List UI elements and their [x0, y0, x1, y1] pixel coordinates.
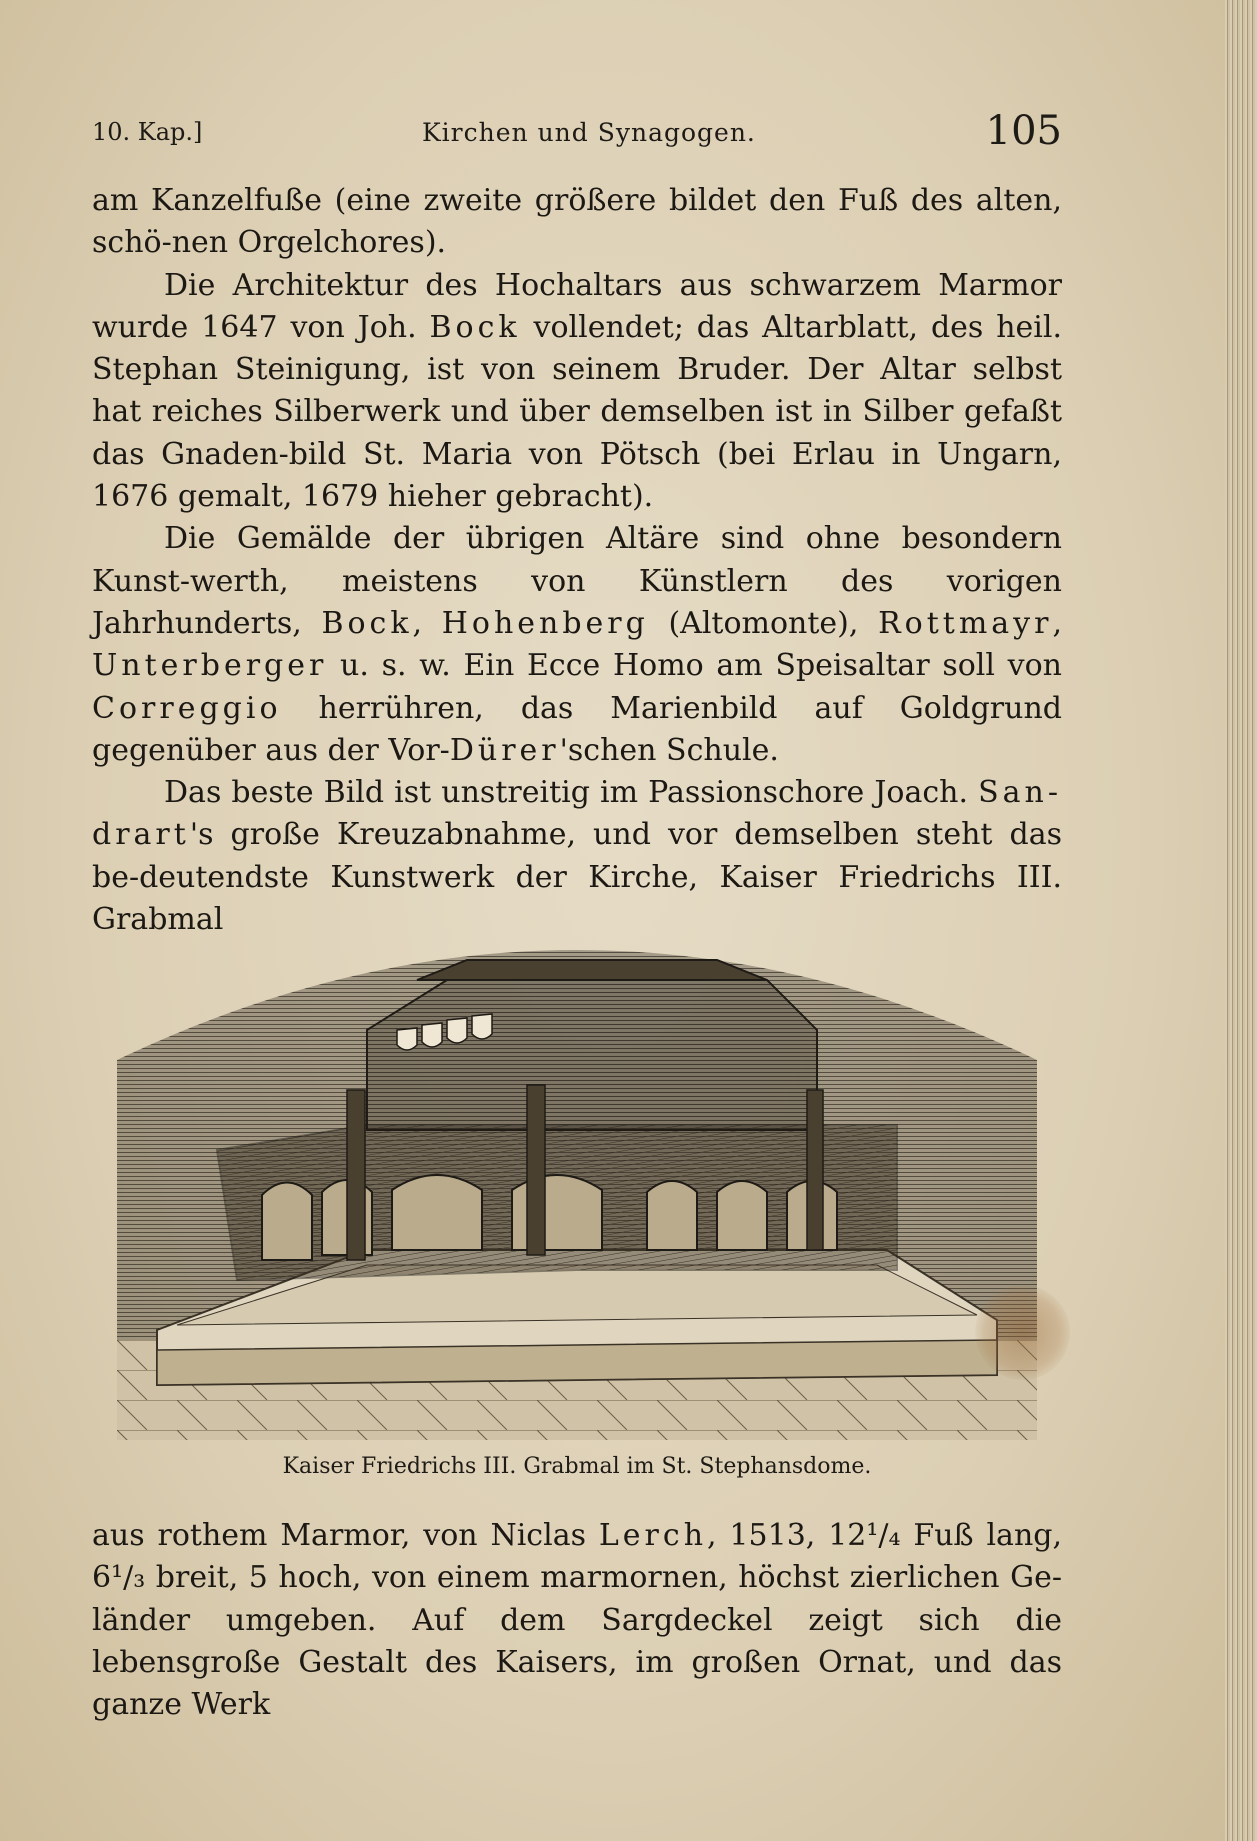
page-number: 105: [985, 108, 1062, 154]
text-run: 's große Kreuzabnahme, und vor demselben steht das be-deutendste Kunstwerk der Kirche, Kaiser Friedrichs III. Grabmal: [92, 817, 1062, 938]
text-run: u. s. w. Ein Ecce Homo am Speisaltar soll von: [327, 648, 1062, 684]
paragraph: [92, 518, 1062, 772]
text-run: , 1513, 12¹/₄ Fuß lang, 6¹/₃ breit, 5 hoch, von einem marmornen, höchst zierlichen Ge-länder umgeben. Auf dem Sargdeckel zeigt sich die lebensgroße Gestalt des Kaisers, im großen Ornat, und das ganze Werk: [92, 1518, 1062, 1723]
text-run: Die Gemälde der übrigen Altäre sind ohne besondern Kunst-werth, meistens von Künstlern des vorigen Jahrhunderts,: [92, 521, 1062, 641]
text-run: herrühren, das Marienbild auf Goldgrund gegenüber aus der Vor-: [92, 690, 1062, 768]
spaced-name: Rottmayr: [878, 605, 1053, 641]
paragraph: [92, 772, 1062, 941]
spaced-name: Bock: [321, 605, 413, 641]
spaced-name: Correggio: [92, 690, 282, 726]
text-run: Die Architektur des Hochaltars aus schwarzem Marmor wurde 1647 von Joh.: [92, 267, 1062, 345]
paper-stain: [975, 1285, 1070, 1380]
text-run: Das beste Bild ist unstreitig im Passionschore Joach.: [164, 775, 979, 811]
spaced-name: Unterberger: [92, 648, 328, 684]
text-run: aus rothem Marmor, von Niclas: [92, 1518, 599, 1553]
body-text-top: [92, 180, 1062, 941]
running-title: Kirchen und Synagogen.: [422, 118, 756, 147]
chapter-reference: 10. Kap.]: [92, 118, 203, 146]
body-text-bottom: [92, 1515, 1062, 1726]
spaced-name: San-drart: [92, 775, 1062, 853]
text-run: vollendet; das Altarblatt, des heil. Stephan Steinigung, ist von seinem Bruder. Der Altar selbst hat reiches Silberwerk und über demselben ist in Silber gefaßt das Gnaden-bild St. Maria von Pötsch (bei Erlau in Ungarn, 1676 gemalt, 1679 hieher gebracht).: [92, 309, 1062, 515]
paragraph: [92, 265, 1062, 519]
text-run: (Altomonte),: [648, 605, 879, 641]
running-header: [92, 108, 1062, 158]
tomb-illustration: [117, 920, 1037, 1440]
page-edge: [1225, 0, 1257, 1841]
text-run: am Kanzelfuße (eine zweite größere bildet den Fuß des alten, schö-nen Orgelchores).: [92, 183, 1062, 261]
figure-caption: Kaiser Friedrichs III. Grabmal im St. Stephansdome.: [282, 1454, 872, 1479]
spaced-name: Bock: [429, 309, 521, 345]
tomb-engraving: [117, 920, 1037, 1440]
spaced-name: Lerch: [598, 1518, 708, 1553]
paragraph: [92, 180, 1062, 265]
spaced-name: Dürer: [449, 732, 560, 768]
text-run: ,: [412, 605, 442, 641]
text-run: 'schen Schule.: [559, 732, 779, 768]
paragraph: [92, 1515, 1062, 1726]
spaced-name: Hohenberg: [441, 605, 649, 641]
text-run: ,: [1052, 605, 1062, 641]
